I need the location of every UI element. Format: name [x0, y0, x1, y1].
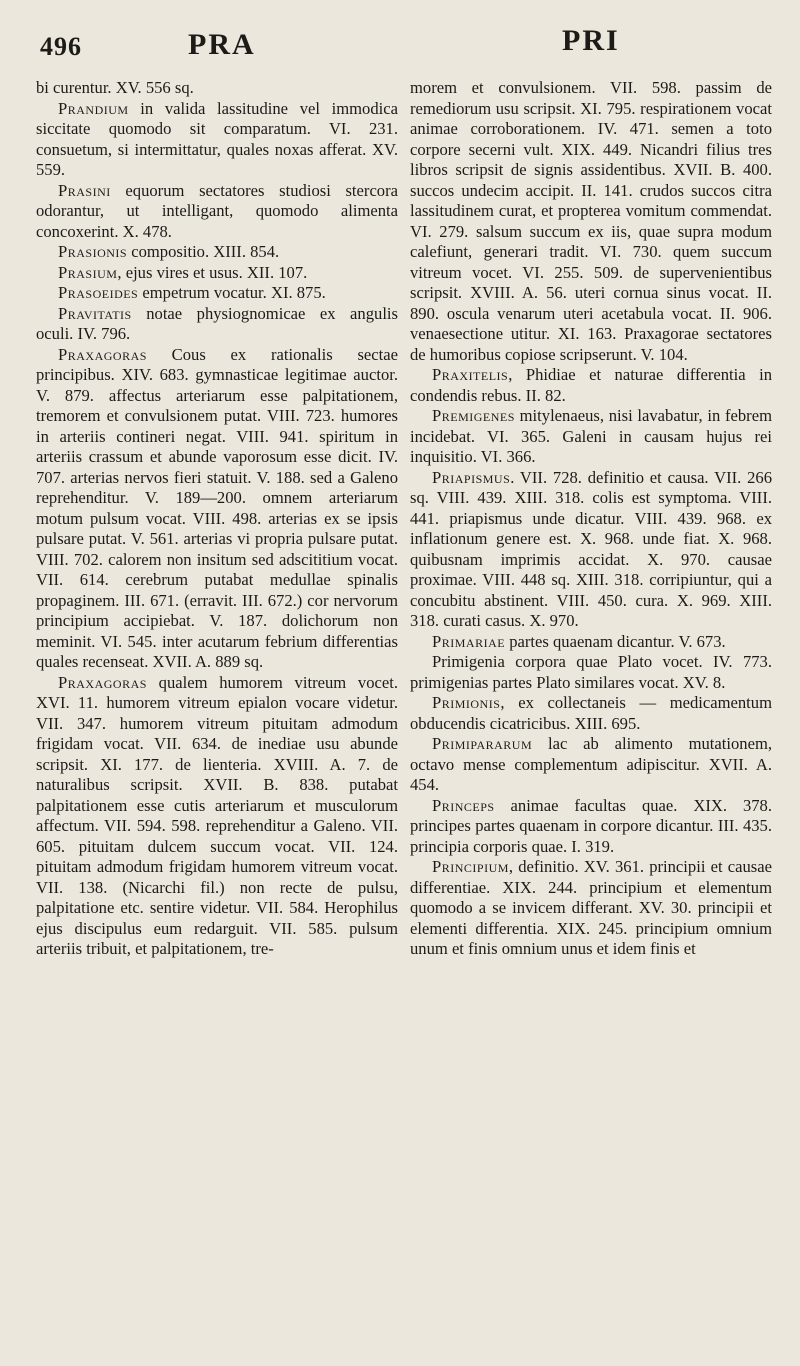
entry-text: animae facultas quae. XIX. 378. principes partes quaenam in corpore dicantur. III. 435. principia corporis quae. I. 319. — [410, 795, 772, 856]
entry-headword: Princeps — [432, 795, 495, 815]
entry-headword: Prasionis — [58, 242, 128, 261]
index-entry — [410, 78, 772, 365]
page-number: 496 — [40, 32, 82, 61]
entry-text: Cous ex rationalis sectae principibus. XIV. 683. gymnasticae legitimae auctor. V. 879. affectus arteriarum esse palpitationem, tremorem et convulsionem putat. VIII. 723. humores in arteriis contineri negat. VIII. 941. spiritum in arteriis crassum et abunde vaporosum esse dicit. IV. 707. arterias nervos fieri statuit. V. 188. sed a Galeno reprehenditur. V. 189—200. omnem arteriarum motum pulsum vocat. VIII. 498. arterias ex se ipsis pulsare putat. V. 561. arterias vi propria pulsare putat. VIII. 702. calorem non insitum sed adscititium vocat. VII. 614. cerebrum putabat medullae spinalis propaginem. III. 671. (erravit. III. 672.) cor nervorum principium accipiebat. V. 187. dolichorum non meminit. VI. 545. inter acutarum febrium differentias quales recenseat. XVII. A. 889 sq. — [36, 344, 398, 671]
entry-text: , Phidiae et naturae differentia in condendis rebus. II. 82. — [410, 365, 772, 405]
left-running-head: PRA — [188, 28, 256, 61]
entry-text: in valida lassitudine vel immodica siccitate quomodo sit comparatum. VI. 231. consuetum, si intermittatur, quales noxas afferat. XV. 559. — [36, 98, 398, 179]
entry-headword: Pravitatis — [58, 303, 132, 323]
entry-text: Primigenia corpora quae Plato vocet. IV. 773. primigenias partes Plato similares vocat. XV. 8. — [410, 652, 772, 692]
entry-headword: Priapismus — [432, 467, 511, 487]
index-entry — [410, 693, 772, 734]
entry-text: notae physiognomicae ex angulis oculi. IV. 796. — [36, 303, 398, 343]
entry-text: morem et convulsionem. VII. 598. passim de remediorum usu scripsit. XI. 795. respirationem vocat animae corroborationem. IV. 471. semen a toto corpore secerni vult. XIX. 449. Nicandri filius tres libros scripsit de signis assidentibus. XVII. B. 400. succos undecim accipit. II. 141. crudos succos citra lassitudinem curat, et propterea vomitum commendat. VI. 279. salsum succum ex iis, quae supra modum calefiunt, generari tradit. VI. 730. quem succum vitreum vocet. VI. 255. 509. de supervenientibus scripsit. XVIII. A. 56. uteri cornua sinus vocat. II. 890. oscula venarum uteri acetabula vocat. II. 906. venaesectione utitur. XI. 163. Praxagorae sectatores de humoribus copiose scripserunt. V. 104. — [410, 78, 772, 364]
entry-text: , ejus vires et usus. XII. 107. — [117, 262, 308, 282]
entry-text: empetrum vocatur. XI. 875. — [138, 283, 326, 302]
index-entry — [410, 632, 772, 653]
entry-headword: Prasoeides — [58, 283, 139, 302]
index-entry — [36, 304, 398, 345]
entry-headword: Prandium — [58, 98, 129, 118]
entry-headword: Prasini — [58, 180, 111, 200]
right-column — [410, 78, 772, 960]
index-entry — [410, 857, 772, 960]
entry-headword: Praxagoras — [58, 672, 147, 692]
entry-text: , definitio. XV. 361. principii et causae differentiae. XIX. 244. principium et elementum quomodo a se invicem differant. XV. 30. principii et elementi differentia. XIX. 245. principium omnium unum et finis omnium unus et idem finis et — [410, 857, 772, 958]
entry-text: . VII. 728. definitio et causa. VII. 266 sq. VIII. 439. XIII. 318. colis est symptoma. VIII. 441. priapismus unde dicatur. VIII. 439. 968. ex inflationum genere est. X. 968. unde fiat. X. 968. quibusnam imprimis accidat. X. 970. causae proximae. VIII. 448 sq. XIII. 318. corripiuntur, qui a concubitu abstinent. VIII. 450. cura. X. 969. XIII. 318. curati casus. X. 970. — [410, 467, 772, 630]
entry-text: equorum sectatores studiosi stercora odorantur, ut intelligant, quomodo alimenta concoxerint. X. 478. — [36, 180, 398, 241]
index-entry — [410, 406, 772, 468]
index-entry — [410, 796, 772, 858]
entry-headword: Principium — [432, 857, 509, 876]
left-column — [36, 78, 398, 960]
index-entry — [36, 673, 398, 960]
index-entry — [410, 365, 772, 406]
entry-headword: Premigenes — [432, 406, 515, 425]
index-entry — [36, 263, 398, 284]
index-entry — [36, 181, 398, 243]
index-entry — [36, 242, 398, 263]
entry-text: partes quaenam dicantur. V. 673. — [505, 631, 726, 651]
index-entry — [36, 99, 398, 181]
entry-headword: Primionis — [432, 693, 501, 712]
index-entry — [36, 345, 398, 673]
entry-text: mitylenaeus, nisi lavabatur, in febrem incidebat. VI. 365. Galeni in causam hujus rei inquisitio. VI. 366. — [410, 406, 772, 466]
index-entry — [410, 734, 772, 796]
right-running-head: PRI — [562, 24, 620, 57]
entry-text: qualem humorem vitreum vocet. XVI. 11. humorem vitreum epialon vocare videtur. VII. 347. humorem vitreum pituitam admodum frigidam vocat. VII. 634. de inediae usu abunde scripsit. XI. 177. de lienteria. XVIII. A. 7. de naturalibus scripsit. XVII. B. 838. putabat palpitationem esse cutis arteriarum et musculorum affectum. VII. 594. 598. reprehenditur a Galeno. VII. 605. pituitam dulcem succum vocat. VII. 124. pituitam admodum frigidam humorem vitreum vocat. VII. 138. (Nicarchi fil.) non recte de pulsu, palpitatione etc. sentire videtur. VII. 584. Herophilus ejus discipulus eum redarguit. VII. 585. pulsum arteriis tribuit, et palpitationem, tre- — [36, 672, 398, 958]
index-entry — [36, 283, 398, 304]
entry-headword: Primariae — [432, 631, 506, 651]
entry-text: compositio. XIII. 854. — [127, 242, 280, 261]
entry-headword: Praxagoras — [58, 344, 147, 364]
entry-headword: Praxitelis — [432, 365, 509, 384]
entry-headword: Prasium — [58, 262, 118, 282]
index-entry — [410, 468, 772, 632]
entry-text: lac ab alimento mutationem, octavo mense complementum adipiscitur. XVII. A. 454. — [410, 734, 772, 794]
index-entry — [36, 78, 398, 99]
entry-text: , ex collectaneis — medicamentum obducendis cicatricibus. XIII. 695. — [410, 693, 772, 733]
entry-text: bi curentur. XV. 556 sq. — [36, 78, 194, 97]
index-entry — [410, 652, 772, 693]
entry-headword: Primipararum — [432, 734, 533, 753]
running-header — [40, 24, 776, 64]
